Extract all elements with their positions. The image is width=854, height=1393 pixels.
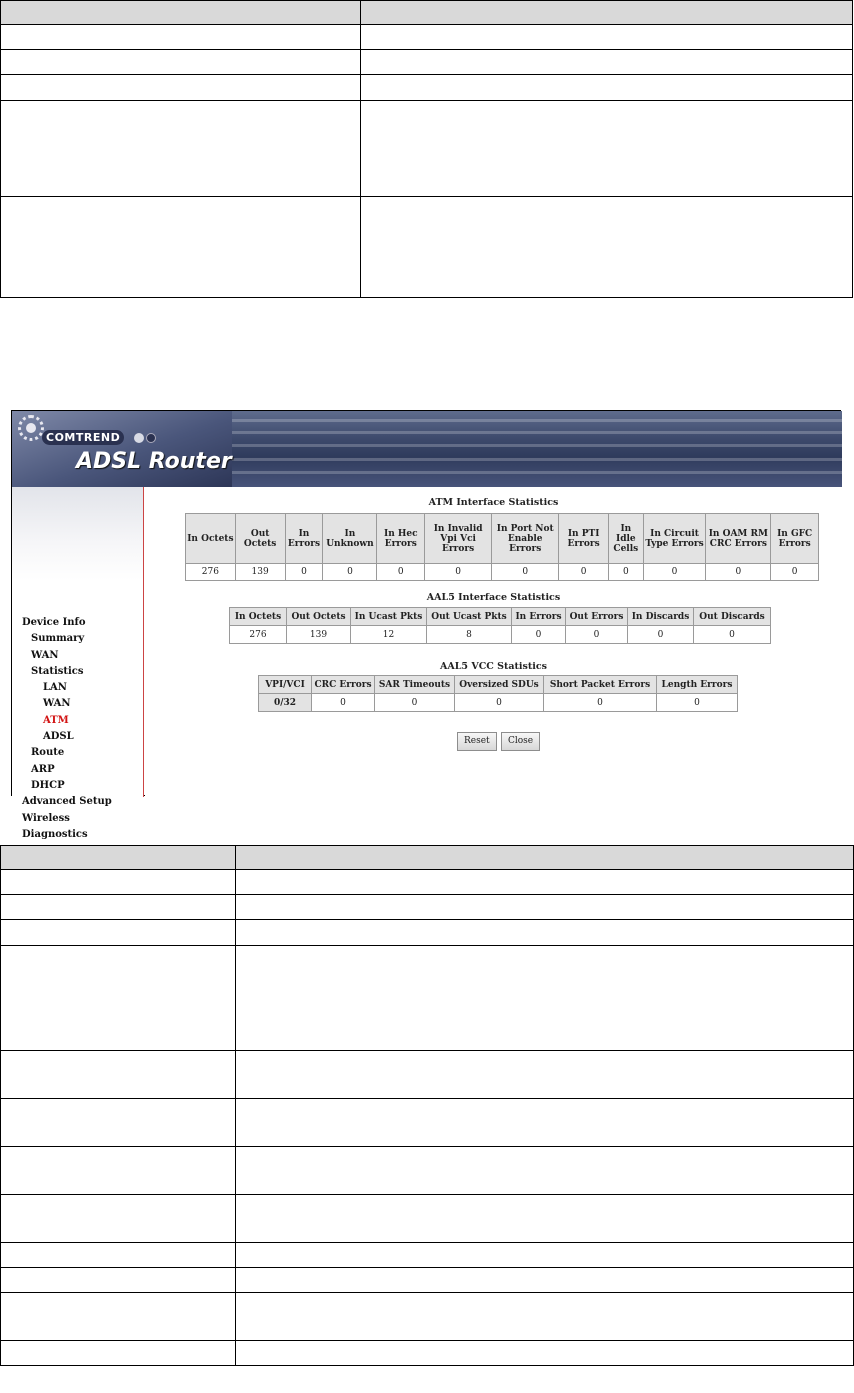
brand-logo: COMTREND	[42, 430, 124, 445]
vcc-value-cell: 0	[375, 694, 455, 712]
aal5-header-cell: Out Discards	[694, 608, 771, 626]
atm-header-cell: In Unknown	[323, 514, 377, 564]
nav-item-dhcp[interactable]: DHCP	[31, 779, 65, 791]
table-row	[1, 1195, 854, 1243]
aal5-header-cell: In Discards	[628, 608, 694, 626]
vcc-header-row	[259, 676, 738, 694]
atm-value-cell: 0	[425, 564, 492, 581]
bottom-doc-table	[0, 845, 854, 1366]
vcc-header-cell: VPI/VCI	[259, 676, 312, 694]
table-row	[1, 1099, 854, 1147]
nav-item-diagnostics[interactable]: Diagnostics	[22, 828, 88, 840]
nav-list	[22, 615, 112, 859]
vcc-value-cell: 0	[312, 694, 375, 712]
atm-stats-table	[185, 513, 819, 581]
aal5-header-cell: Out Ucast Pkts	[427, 608, 512, 626]
atm-value-cell: 0	[285, 564, 323, 581]
table-row	[1, 50, 853, 75]
atm-header-cell: In Idle Cells	[609, 514, 644, 564]
banner-stripe	[152, 431, 842, 434]
vcc-value-cell: 0	[544, 694, 657, 712]
aal5-value-cell: 276	[230, 626, 287, 644]
table-row	[1, 920, 854, 946]
vcc-value-cell: 0	[657, 694, 738, 712]
nav-item-arp[interactable]: ARP	[31, 763, 55, 775]
aal5-header-cell: In Errors	[512, 608, 566, 626]
atm-value-cell: 0	[771, 564, 819, 581]
nav-item-wan[interactable]: WAN	[31, 649, 59, 661]
banner-stripe	[152, 471, 842, 474]
banner-stripe	[152, 419, 842, 422]
vcc-header-cell: CRC Errors	[312, 676, 375, 694]
aal5-stats-table	[229, 607, 771, 644]
atm-value-cell: 0	[706, 564, 771, 581]
atm-header-cell: In Octets	[186, 514, 236, 564]
atm-value-cell: 276	[186, 564, 236, 581]
atm-value-cell: 139	[235, 564, 285, 581]
atm-header-cell: In Hec Errors	[377, 514, 425, 564]
table-header-row	[1, 846, 854, 870]
atm-header-cell: In Port Not Enable Errors	[492, 514, 559, 564]
atm-value-cell: 0	[492, 564, 559, 581]
table-row	[1, 1293, 854, 1341]
aal5-header-row	[230, 608, 771, 626]
atm-header-cell: In Errors	[285, 514, 323, 564]
close-button[interactable]: Close	[501, 732, 540, 751]
vcc-value-row	[259, 694, 738, 712]
aal5-value-cell: 139	[287, 626, 351, 644]
content-area	[145, 487, 842, 797]
aal5-value-cell: 12	[351, 626, 427, 644]
table-row	[1, 1341, 854, 1366]
atm-value-row	[186, 564, 819, 581]
banner-stripe	[152, 458, 842, 461]
atm-header-cell: In OAM RM CRC Errors	[706, 514, 771, 564]
aal5-header-cell: In Ucast Pkts	[351, 608, 427, 626]
aal5-value-cell: 0	[566, 626, 628, 644]
product-title: ADSL Router	[76, 449, 232, 474]
table-row	[1, 1243, 854, 1268]
banner-stripe	[152, 444, 842, 447]
nav-item-wan[interactable]: WAN	[43, 698, 71, 710]
atm-value-cell: 0	[643, 564, 706, 581]
table-row	[1, 197, 853, 298]
nav-item-summary[interactable]: Summary	[31, 633, 85, 645]
atm-value-cell: 0	[559, 564, 609, 581]
nav-item-device-info[interactable]: Device Info	[22, 617, 86, 628]
table-row	[1, 75, 853, 101]
left-nav	[12, 487, 144, 840]
reset-button[interactable]: Reset	[457, 732, 497, 751]
table-header-row	[1, 1, 853, 25]
atm-header-cell: In Circuit Type Errors	[643, 514, 706, 564]
atm-value-cell: 0	[377, 564, 425, 581]
aal5-value-cell: 0	[694, 626, 771, 644]
atm-value-cell: 0	[323, 564, 377, 581]
vcc-header-cell: Short Packet Errors	[544, 676, 657, 694]
vcc-header-cell: Length Errors	[657, 676, 738, 694]
atm-header-cell: In PTI Errors	[559, 514, 609, 564]
logo-dot-icon	[146, 433, 156, 443]
vcc-stats-title: AAL5 VCC Statistics	[439, 661, 548, 672]
nav-item-advanced-setup[interactable]: Advanced Setup	[22, 796, 112, 808]
table-row	[1, 25, 853, 50]
table-row	[1, 1268, 854, 1293]
gear-core-icon	[26, 423, 36, 433]
nav-item-adsl[interactable]: ADSL	[43, 731, 74, 743]
aal5-header-cell: In Octets	[230, 608, 287, 626]
top-doc-table	[0, 0, 853, 298]
nav-item-statistics[interactable]: Statistics	[31, 665, 84, 677]
aal5-stats-title: AAL5 Interface Statistics	[426, 592, 561, 603]
vcc-value-cell: 0	[455, 694, 544, 712]
aal5-header-cell: Out Octets	[287, 608, 351, 626]
nav-item-atm[interactable]: ATM	[43, 714, 69, 726]
atm-header-cell: In GFC Errors	[771, 514, 819, 564]
vcc-value-cell: 0/32	[259, 694, 312, 712]
nav-item-lan[interactable]: LAN	[43, 682, 67, 694]
aal5-value-cell: 0	[512, 626, 566, 644]
atm-stats-title: ATM Interface Statistics	[428, 497, 559, 508]
nav-item-route[interactable]: Route	[31, 747, 65, 759]
atm-value-cell: 0	[609, 564, 644, 581]
logo-dot-icon	[134, 433, 144, 443]
table-row	[1, 1147, 854, 1195]
aal5-header-cell: Out Errors	[566, 608, 628, 626]
vcc-header-cell: SAR Timeouts	[375, 676, 455, 694]
vcc-stats-table	[258, 675, 738, 712]
logo-area	[12, 411, 232, 487]
table-row	[1, 946, 854, 1051]
aal5-value-cell: 8	[427, 626, 512, 644]
banner	[12, 411, 842, 487]
vcc-header-cell: Oversized SDUs	[455, 676, 544, 694]
aal5-value-cell: 0	[628, 626, 694, 644]
table-row	[1, 870, 854, 895]
nav-item-wireless[interactable]: Wireless	[22, 812, 70, 824]
router-window	[11, 410, 841, 840]
table-row	[1, 895, 854, 920]
atm-header-cell: Out Octets	[235, 514, 285, 564]
aal5-value-row	[230, 626, 771, 644]
table-row	[1, 1051, 854, 1099]
atm-header-cell: In Invalid Vpi Vci Errors	[425, 514, 492, 564]
table-row	[1, 101, 853, 197]
atm-header-row	[186, 514, 819, 564]
